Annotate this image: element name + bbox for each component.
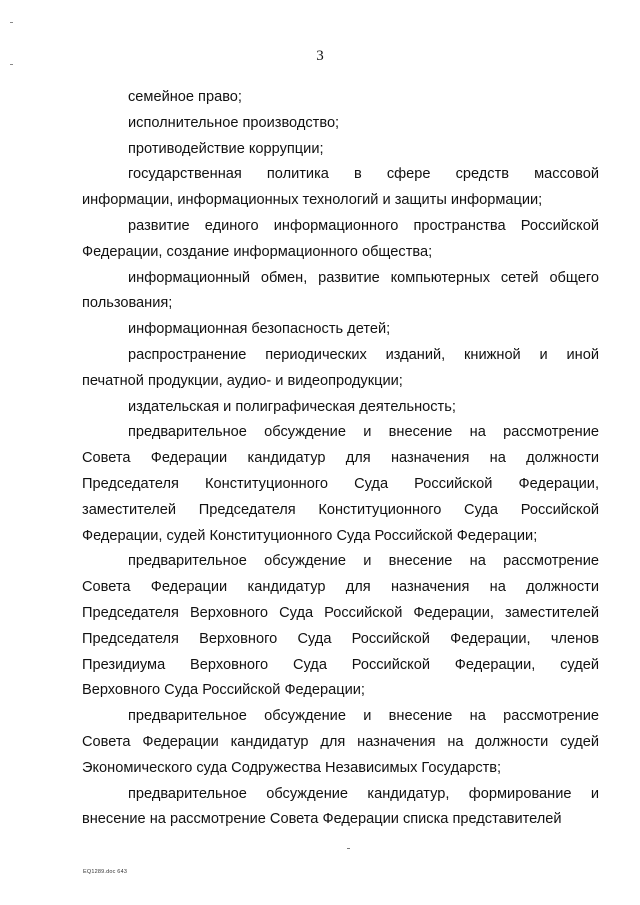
paragraph xyxy=(82,317,599,343)
text-line: Президиума Верховного Суда Российской Федерации, судей xyxy=(82,656,599,673)
document-footer: EQ1289.doc 643 xyxy=(83,869,128,875)
paragraph xyxy=(82,704,599,781)
text-line: исполнительное производство; xyxy=(128,114,340,131)
paragraph xyxy=(82,111,599,137)
text-line: Федерации, судей Конституционного Суда Российской Федерации; xyxy=(82,527,538,544)
scan-mark xyxy=(347,848,350,849)
text-line: предварительное обсуждение и внесение на рассмотрение xyxy=(128,553,599,570)
text-line: Председателя Верховного Суда Российской Федерации, заместителей xyxy=(82,604,599,621)
paragraph xyxy=(82,782,599,834)
text-line: противодействие коррупции; xyxy=(128,140,324,157)
text-line: Верховного Суда Российской Федерации; xyxy=(82,682,365,699)
text-line: предварительное обсуждение и внесение на рассмотрение xyxy=(128,424,599,441)
text-line: издательская и полиграфическая деятельность; xyxy=(128,398,456,415)
paragraph xyxy=(82,162,599,214)
text-line: Председателя Верховного Суда Российской Федерации, членов xyxy=(82,630,599,647)
text-line: государственная политика в сфере средств массовой xyxy=(128,166,599,183)
paragraph xyxy=(82,214,599,266)
page-number: 3 xyxy=(316,48,324,64)
text-line: семейное право; xyxy=(128,89,242,105)
text-line: Федерации, создание информационного общества; xyxy=(82,243,433,260)
text-line: предварительное обсуждение и внесение на рассмотрение xyxy=(128,708,599,725)
text-line: распространение периодических изданий, книжной и иной xyxy=(128,346,599,363)
text-line: развитие единого информационного пространства Российской xyxy=(128,217,599,234)
text-line: внесение на рассмотрение Совета Федерации списка представителей xyxy=(82,811,562,828)
text-line: информационный обмен, развитие компьютерных сетей общего xyxy=(128,269,599,286)
paragraph xyxy=(82,343,599,395)
text-line: Совета Федерации кандидатур для назначения на должности xyxy=(82,579,599,596)
text-line: информации, информационных технологий и защиты информации; xyxy=(82,192,543,209)
text-line: печатной продукции, аудио- и видеопродукции; xyxy=(82,372,403,389)
document-body xyxy=(82,85,599,833)
text-line: заместителей Председателя Конституционного Суда Российской xyxy=(82,501,599,518)
text-line: Экономического суда Содружества Независимых Государств; xyxy=(82,759,502,776)
paragraph xyxy=(82,395,599,421)
text-line: Совета Федерации кандидатур для назначения на должности xyxy=(82,450,599,467)
text-line: информационная безопасность детей; xyxy=(128,321,391,338)
paragraph xyxy=(82,549,599,704)
paragraph xyxy=(82,137,599,163)
paragraph xyxy=(82,85,599,111)
scan-mark xyxy=(10,22,13,23)
paragraph xyxy=(82,420,599,549)
text-line: Совета Федерации кандидатур для назначения на должности судей xyxy=(82,733,599,750)
text-line: Председателя Конституционного Суда Российской Федерации, xyxy=(82,475,599,492)
text-line: пользования; xyxy=(82,295,173,312)
text-line: предварительное обсуждение кандидатур, формирование и xyxy=(128,785,599,802)
paragraph xyxy=(82,266,599,318)
